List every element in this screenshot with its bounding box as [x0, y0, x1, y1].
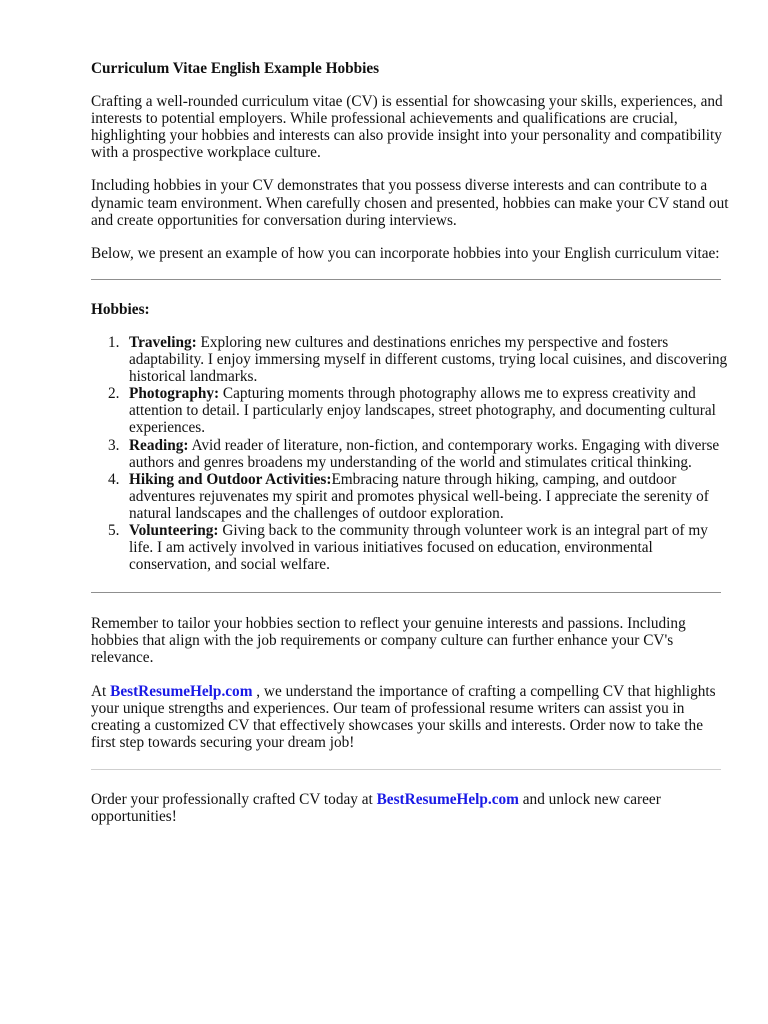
hobby-item: [91, 522, 731, 573]
hobby-name: Hiking and Outdoor Activities:: [129, 470, 332, 488]
divider-middle: [91, 592, 721, 593]
hobby-name: Volunteering:: [129, 521, 219, 539]
hobby-name: Reading:: [129, 436, 189, 454]
hobbies-heading: Hobbies:: [91, 300, 150, 318]
document-page: [91, 60, 731, 841]
hobby-description: Giving back to the community through volunteer work is an integral part of my life. I am actively involved in various initiatives focused on education, environmental conservation, and social welfare.: [129, 521, 708, 574]
hobby-item: [91, 437, 731, 471]
bestresumehelp-link[interactable]: BestResumeHelp.com: [110, 682, 253, 700]
divider-bottom: [91, 769, 721, 770]
intro-paragraph-2: Including hobbies in your CV demonstrates that you possess diverse interests and can contribute to a dynamic team environment. When carefully chosen and presented, hobbies can make your CV stand out and create opportunities for conversation during interviews.: [91, 177, 729, 229]
hobby-name: Traveling:: [129, 333, 197, 351]
closing-text-after: , we understand the importance of crafting a compelling CV that highlights your unique strengths and experiences. Our team of professional resume writers can assist you in creating a customized CV that effectively showcases your skills and interests. Order now to take the first step towards securing your dream job!: [91, 682, 716, 751]
closing-paragraph-2: [91, 683, 731, 751]
divider-top: [91, 279, 721, 280]
hobby-number: 4.: [108, 470, 120, 488]
intro-paragraph-3: Below, we present an example of how you can incorporate hobbies into your English curriculum vitae:: [91, 244, 720, 262]
closing-paragraph-1: Remember to tailor your hobbies section to reflect your genuine interests and passions. Including hobbies that align with the job requirements or company culture can further enhance your CV's relevance.: [91, 615, 686, 667]
hobby-number: 5.: [108, 521, 120, 539]
hobby-description: Embracing nature through hiking, camping, and outdoor adventures rejuvenates my spirit and promotes physical well-being. I appreciate the serenity of natural landscapes and the challenges of outdoor exploration.: [129, 470, 709, 522]
cta-bestresumehelp-link[interactable]: BestResumeHelp.com: [376, 790, 519, 808]
hobby-item: [91, 334, 731, 385]
hobby-description: Capturing moments through photography allows me to express creativity and attention to detail. I particularly enjoy landscapes, street photography, and documenting cultural experiences.: [129, 385, 716, 437]
hobby-item: [91, 471, 731, 522]
closing-text-before: At: [91, 682, 111, 700]
cta-text-after: and unlock new career opportunities!: [91, 790, 661, 825]
cta-paragraph: [91, 791, 731, 825]
hobby-item: [91, 385, 731, 436]
page-title: Curriculum Vitae English Example Hobbies: [91, 60, 380, 77]
hobby-list: [91, 334, 731, 573]
hobby-description: Avid reader of literature, non-fiction, and contemporary works. Engaging with diverse authors and genres broadens my understanding of the world and stimulates critical thinking.: [129, 436, 720, 471]
hobby-number: 3.: [108, 436, 120, 454]
hobby-name: Photography:: [129, 385, 220, 403]
hobby-number: 2.: [108, 385, 120, 403]
hobby-number: 1.: [108, 333, 120, 351]
hobby-description: Exploring new cultures and destinations enriches my perspective and fosters adaptability. I enjoy immersing myself in different customs, trying local cuisines, and discovering historical landmarks.: [129, 333, 728, 386]
intro-paragraph-1: Crafting a well-rounded curriculum vitae (CV) is essential for showcasing your skills, experiences, and interests to potential employers. While professional achievements and qualifications are crucial, highlighting your hobbies and interests can also provide insight into your personality and compatibility with a prospective workplace culture.: [91, 93, 723, 162]
cta-text-before: Order your professionally crafted CV today at: [91, 790, 377, 808]
